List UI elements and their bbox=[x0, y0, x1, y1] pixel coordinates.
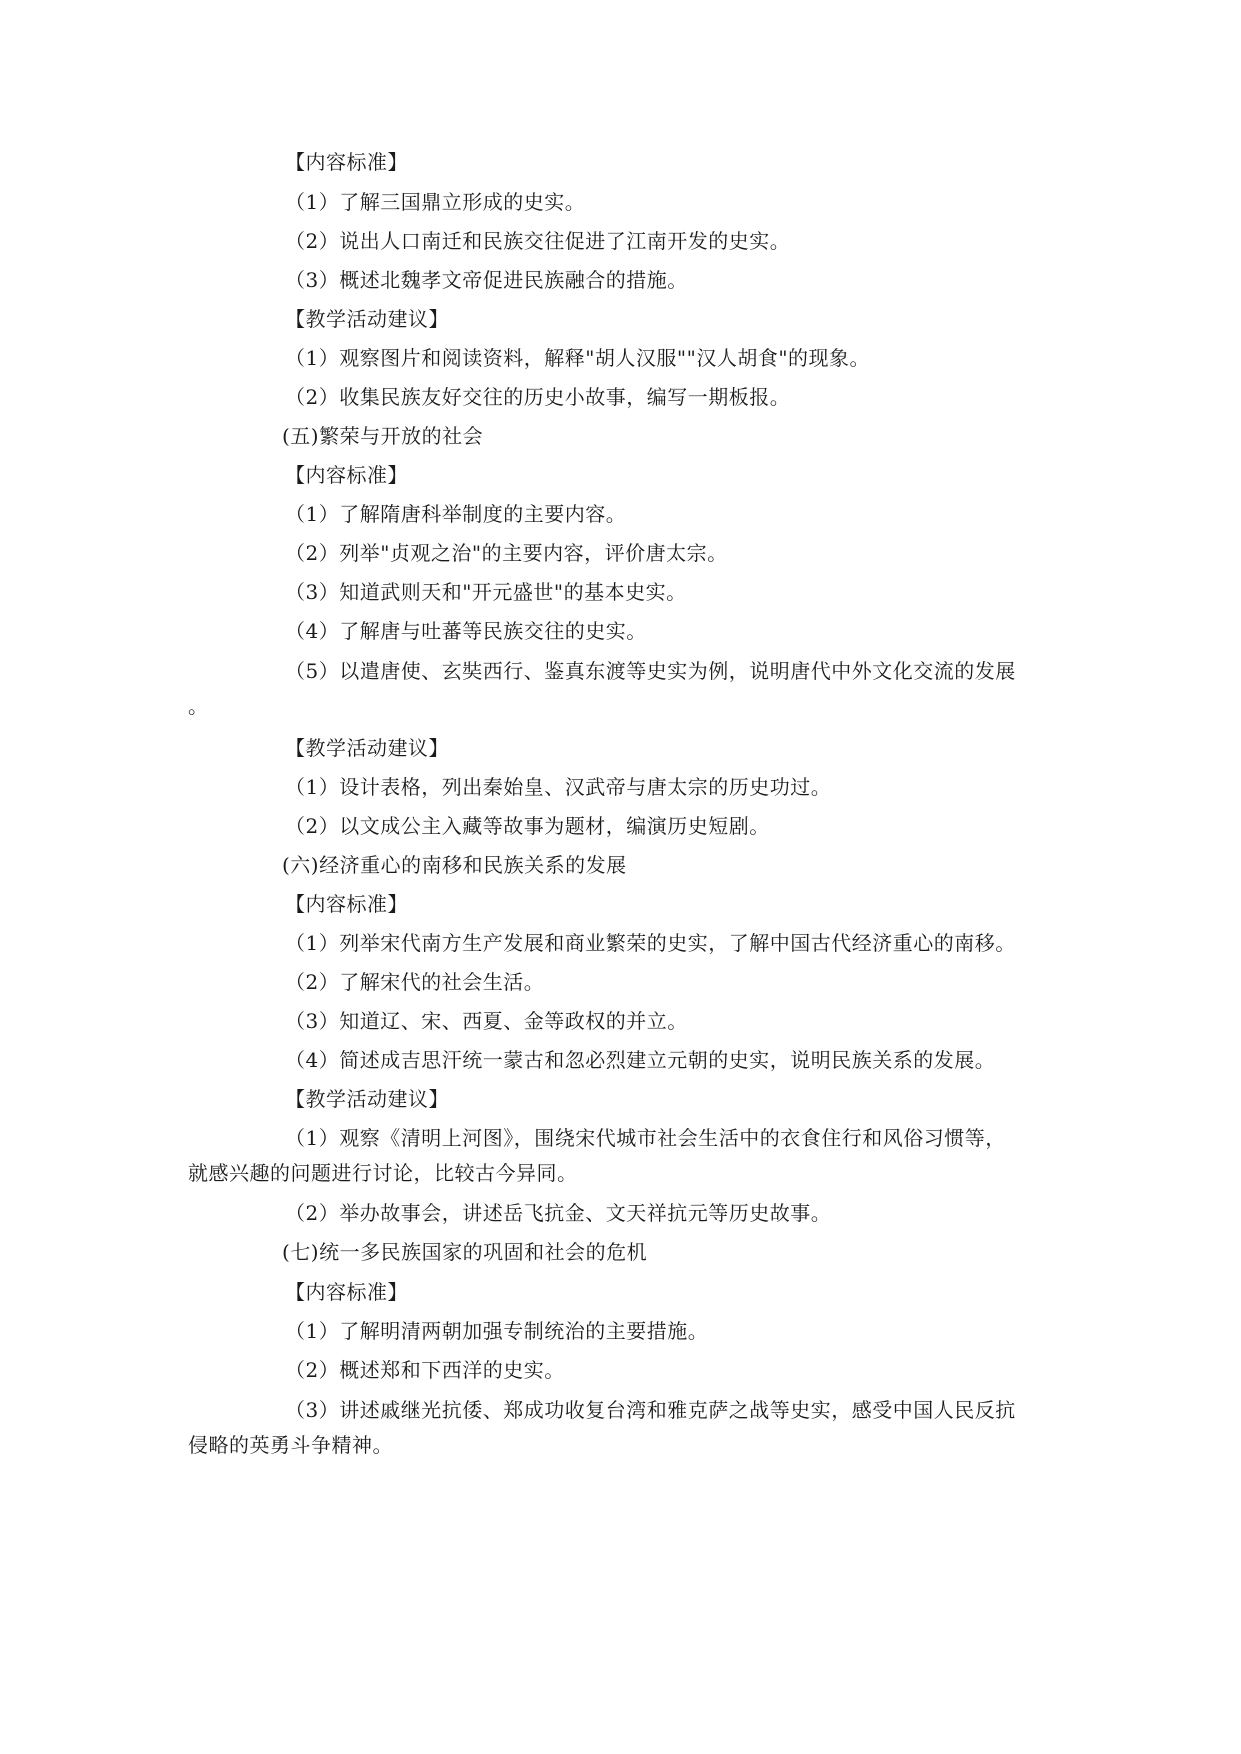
content-item: （4）简述成吉思汗统一蒙古和忽必烈建立元朝的史实，说明民族关系的发展。 bbox=[285, 1048, 996, 1072]
content-item: （2）了解宋代的社会生活。 bbox=[285, 970, 545, 994]
heading-activity-suggestion: 【教学活动建议】 bbox=[285, 1087, 449, 1111]
heading-activity-suggestion: 【教学活动建议】 bbox=[285, 307, 449, 331]
content-item: （1）了解明清两朝加强专制统治的主要措施。 bbox=[285, 1319, 709, 1343]
content-item-continuation: 侵略的英勇斗争精神。 bbox=[188, 1433, 393, 1457]
activity-item: （2）举办故事会，讲述岳飞抗金、文天祥抗元等历史故事。 bbox=[285, 1201, 832, 1225]
content-item: （3）讲述戚继光抗倭、郑成功收复台湾和雅克萨之战等史实，感受中国人民反抗 bbox=[285, 1398, 1016, 1422]
content-item: （4）了解唐与吐蕃等民族交往的史实。 bbox=[285, 619, 647, 643]
heading-content-standard: 【内容标准】 bbox=[285, 892, 408, 916]
content-item: （5）以遣唐使、玄奘西行、鉴真东渡等史实为例，说明唐代中外文化交流的发展 bbox=[285, 659, 1016, 683]
content-item: （1）列举宋代南方生产发展和商业繁荣的史实，了解中国古代经济重心的南移。 bbox=[285, 931, 1016, 955]
heading-content-standard: 【内容标准】 bbox=[285, 150, 408, 174]
heading-activity-suggestion: 【教学活动建议】 bbox=[285, 736, 449, 760]
content-item: （2）说出人口南迁和民族交往促进了江南开发的史实。 bbox=[285, 229, 791, 253]
activity-item: （1）观察《清明上河图》，围绕宋代城市社会生活中的衣食住行和风俗习惯等， bbox=[285, 1126, 1006, 1150]
content-item: （1）了解隋唐科举制度的主要内容。 bbox=[285, 502, 627, 526]
activity-item-continuation: 就感兴趣的问题进行讨论，比较古今异同。 bbox=[188, 1161, 578, 1185]
activity-item: （1）设计表格，列出秦始皇、汉武帝与唐太宗的历史功过。 bbox=[285, 775, 832, 799]
content-item: （1）了解三国鼎立形成的史实。 bbox=[285, 190, 586, 214]
section-title: (七)统一多民族国家的巩固和社会的危机 bbox=[282, 1240, 648, 1264]
content-item: （2）概述郑和下西洋的史实。 bbox=[285, 1358, 565, 1382]
content-item: （3）知道辽、宋、西夏、金等政权的并立。 bbox=[285, 1009, 688, 1033]
content-item: （3）知道武则天和"开元盛世"的基本史实。 bbox=[285, 580, 687, 604]
content-item: （2）列举"贞观之治"的主要内容，评价唐太宗。 bbox=[285, 541, 728, 565]
content-item: （3）概述北魏孝文帝促进民族融合的措施。 bbox=[285, 268, 688, 292]
activity-item: （2）收集民族友好交往的历史小故事，编写一期板报。 bbox=[285, 385, 791, 409]
heading-content-standard: 【内容标准】 bbox=[285, 1280, 408, 1304]
content-item-continuation: 。 bbox=[188, 694, 209, 718]
activity-item: （2）以文成公主入藏等故事为题材，编演历史短剧。 bbox=[285, 814, 770, 838]
heading-content-standard: 【内容标准】 bbox=[285, 463, 408, 487]
section-title: (五)繁荣与开放的社会 bbox=[282, 424, 484, 448]
section-title: (六)经济重心的南移和民族关系的发展 bbox=[282, 853, 627, 877]
activity-item: （1）观察图片和阅读资料，解释"胡人汉服""汉人胡食"的现象。 bbox=[285, 346, 871, 370]
